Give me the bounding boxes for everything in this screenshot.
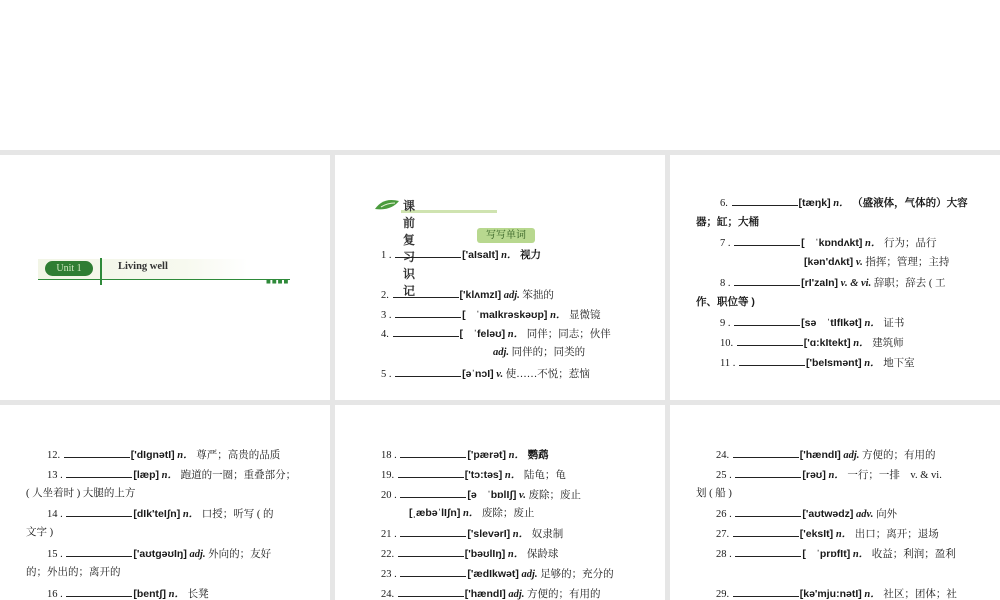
vocab-line — [720, 355, 915, 371]
vocab-line — [47, 447, 280, 463]
vocab-line — [493, 346, 585, 360]
answer-blank[interactable] — [400, 566, 466, 577]
item-number: 16 . — [47, 588, 66, 600]
item-number: 19. — [381, 469, 397, 481]
part-of-speech: n． — [547, 310, 570, 321]
vocab-line — [381, 566, 614, 582]
item-number: 11 . — [720, 358, 738, 369]
meaning: 方便的；有用的 — [862, 450, 936, 461]
phonetic: ['eksIt] — [799, 528, 834, 541]
meaning: 显微镜 — [569, 310, 601, 321]
meaning: 指挥；管理；主持 — [865, 257, 950, 268]
part-of-speech: n． — [159, 469, 181, 481]
answer-blank[interactable] — [735, 467, 801, 478]
part-of-speech: n． — [506, 450, 528, 461]
meaning: 废除；废止 — [481, 508, 535, 520]
vocab-line — [696, 487, 732, 501]
vocab-line — [409, 506, 534, 521]
phonetic: ['ædIkwət] — [467, 567, 519, 580]
top-blank-area — [0, 0, 1000, 150]
part-of-speech: adj. — [505, 588, 528, 600]
vocab-line — [47, 586, 209, 600]
meaning: 向外 — [876, 509, 898, 521]
answer-blank[interactable] — [66, 506, 132, 517]
vocab-line — [720, 195, 968, 211]
item-number: 20 . — [381, 489, 400, 501]
answer-blank[interactable] — [395, 307, 461, 318]
continuation-text: 的；外出的；离开的 — [26, 566, 121, 578]
phonetic: ['slevərI] — [467, 528, 511, 541]
meaning: 废除；废止 — [528, 489, 582, 501]
vocab-line — [716, 526, 939, 542]
part-of-speech: adj. — [840, 450, 863, 461]
answer-blank[interactable] — [735, 506, 801, 517]
part-of-speech: v. — [516, 489, 529, 501]
vocab-line — [47, 546, 271, 562]
decoration-dots: ■■■■ — [266, 277, 290, 286]
part-of-speech: adj. — [493, 347, 510, 358]
vocab-line — [381, 546, 558, 562]
phonetic: [ə ˈbɒlIʃ] — [467, 488, 517, 501]
part-of-speech: n． — [505, 549, 527, 560]
section-tag: 写写单词 — [477, 228, 535, 243]
vocab-line — [716, 447, 936, 463]
item-number: 14 . — [47, 509, 66, 521]
item-number: 9 . — [720, 318, 734, 329]
phonetic: [rəʊ] — [802, 468, 826, 481]
vocab-line — [381, 307, 601, 323]
meaning: 跑道的一圈；重叠部分； — [180, 469, 297, 481]
phonetic: ['hændI] — [799, 449, 841, 461]
answer-blank[interactable] — [734, 315, 800, 326]
part-of-speech: n． — [166, 588, 188, 600]
meaning: 同伴的；同类的 — [509, 347, 586, 358]
vocab-line — [47, 506, 274, 522]
slide-thumbnail-5[interactable] — [335, 405, 665, 600]
part-of-speech: n． — [862, 238, 884, 249]
vocab-line — [26, 566, 121, 580]
answer-blank[interactable] — [393, 326, 459, 337]
meaning: 辞职；辞去 ( 工 — [873, 278, 946, 289]
meaning: 收益；利润；盈利 — [871, 549, 956, 560]
vocab-line — [720, 235, 936, 251]
phonetic: ['aʊtɡəʊIŋ] — [133, 548, 187, 560]
phonetic: [tæŋk] — [798, 197, 831, 209]
item-number: 8 . — [720, 278, 734, 289]
part-of-speech: n． — [850, 549, 872, 560]
vocab-line — [381, 287, 554, 303]
meaning: 鹦鹉 — [527, 449, 549, 461]
answer-blank[interactable] — [398, 586, 464, 597]
meaning: 陆龟；龟 — [523, 469, 566, 481]
meaning: 足够的；充分的 — [540, 568, 614, 580]
item-number: 25 . — [716, 469, 735, 481]
meaning: 笨拙的 — [522, 290, 554, 301]
item-number: 26 . — [716, 509, 735, 521]
item-number: 24. — [716, 450, 732, 461]
phonetic: ['klʌmzI] — [459, 289, 502, 301]
vocab-line — [47, 467, 296, 483]
answer-blank[interactable] — [395, 366, 461, 377]
part-of-speech: adj. — [186, 549, 209, 560]
vocab-line — [716, 506, 897, 522]
meaning: 地下室 — [883, 358, 915, 369]
item-number: 3 . — [381, 310, 395, 321]
continuation-text: 划 ( 船 ) — [696, 487, 732, 499]
phonetic: ['tɔ:təs] — [464, 468, 503, 481]
part-of-speech: n． — [850, 338, 873, 349]
part-of-speech: n． — [861, 318, 884, 329]
part-of-speech: n． — [825, 469, 848, 481]
vocab-line — [381, 467, 566, 483]
answer-blank[interactable] — [398, 467, 464, 478]
part-of-speech: v. & vi. — [838, 278, 874, 289]
meaning: 视力 — [520, 249, 542, 261]
item-number: 28 . — [716, 549, 735, 560]
part-of-speech: n． — [833, 529, 855, 541]
part-of-speech: n． — [505, 329, 527, 340]
unit-title: Living well — [118, 261, 168, 272]
phonetic: ['hændI] — [464, 587, 506, 600]
leaf-icon — [373, 195, 503, 217]
vocab-line — [381, 447, 549, 463]
part-of-speech: v. — [493, 369, 506, 380]
answer-blank[interactable] — [400, 447, 466, 458]
item-number: 23 . — [381, 568, 400, 580]
phonetic: [ ˈfeləʊ] — [459, 328, 506, 340]
vocab-line — [381, 247, 541, 263]
vocab-line — [720, 335, 904, 351]
phonetic: ['beIsmənt] — [806, 357, 862, 369]
meaning: 出口；离开；退场 — [854, 529, 939, 541]
phonetic: [kən'dʌkt] — [804, 256, 854, 268]
meaning: 方便的；有用的 — [527, 588, 601, 600]
phonetic: [sə ˈtIfIkət] — [801, 317, 862, 329]
answer-blank[interactable] — [734, 235, 800, 246]
item-number: 24. — [381, 588, 397, 600]
meaning: 尊严；高贵的品质 — [196, 450, 281, 461]
unit-label: Unit 1 — [45, 261, 93, 276]
item-number: 13 . — [47, 469, 66, 481]
part-of-speech: adj. — [501, 290, 523, 301]
vocab-line — [804, 255, 949, 270]
item-number: 21 . — [381, 529, 400, 541]
answer-blank[interactable] — [393, 287, 459, 298]
part-of-speech: n． — [510, 529, 532, 541]
phonetic: [əˈnɔI] — [462, 368, 494, 380]
phonetic: ['ɑ:kItekt] — [803, 337, 851, 349]
meaning: 同伴；同志；伙伴 — [526, 329, 611, 340]
answer-blank[interactable] — [735, 546, 801, 557]
phonetic: ['aIsaIt] — [462, 249, 499, 261]
vocab-line — [720, 275, 946, 291]
slide-thumbnail-1[interactable] — [0, 155, 330, 400]
meaning: 保龄球 — [526, 549, 559, 560]
item-number: 1 . — [381, 250, 395, 261]
continuation-text: 器；缸；大桶 — [696, 216, 759, 228]
answer-blank[interactable] — [66, 467, 132, 478]
phonetic: ['pærət] — [467, 449, 507, 461]
meaning: 一行；一排 v. & vi. — [847, 469, 942, 481]
vocab-line — [381, 366, 590, 382]
divider — [100, 258, 102, 285]
meaning: 行为；品行 — [883, 238, 937, 249]
part-of-speech: n． — [180, 509, 202, 521]
vocab-line — [696, 215, 759, 230]
vocab-line — [381, 526, 563, 542]
item-number: 4. — [381, 329, 392, 340]
answer-blank[interactable] — [737, 335, 803, 346]
phonetic: [læp] — [133, 468, 160, 481]
answer-blank[interactable] — [733, 447, 799, 458]
meaning: 证书 — [883, 318, 905, 329]
answer-blank[interactable] — [733, 586, 799, 597]
part-of-speech: n． — [498, 250, 521, 261]
part-of-speech: adj. — [518, 568, 541, 580]
meaning: （盛液体，气体的）大容 — [852, 197, 968, 209]
meaning: 奴隶制 — [531, 529, 564, 541]
vocab-line — [381, 487, 581, 503]
answer-blank[interactable] — [395, 247, 461, 258]
meaning: 社区；团体；社 — [883, 588, 957, 600]
vocab-line — [26, 526, 53, 540]
phonetic: [ ˈkɒndʌkt] — [801, 237, 863, 249]
slide-thumbnail-2[interactable] — [335, 155, 665, 400]
meaning: 口授；听写 ( 的 — [201, 509, 274, 521]
item-number: 29. — [716, 588, 732, 600]
meaning: 外向的；友好 — [208, 549, 272, 560]
phonetic: [bentʃ] — [133, 587, 167, 600]
vocab-line — [716, 467, 942, 483]
answer-blank[interactable] — [400, 526, 466, 537]
phonetic: [dIk'teIʃn] — [133, 508, 181, 521]
section-heading-text: 课前复习识记 — [403, 199, 416, 298]
continuation-text: ( 人坐着时 ) 大腿的上方 — [26, 487, 136, 499]
continuation-text: 作、职位等 ) — [696, 296, 755, 308]
vocab-line — [381, 586, 601, 600]
item-number: 5 . — [381, 369, 395, 380]
answer-blank[interactable] — [398, 546, 464, 557]
item-number: 18 . — [381, 450, 400, 461]
part-of-speech: adv. — [853, 509, 877, 521]
answer-blank[interactable] — [733, 526, 799, 537]
answer-blank[interactable] — [66, 586, 132, 597]
vocab-line — [716, 586, 957, 600]
phonetic: ['bəʊlIŋ] — [464, 548, 506, 560]
part-of-speech: n． — [861, 358, 884, 369]
continuation-text: 文字 ) — [26, 527, 54, 539]
item-number: 27. — [716, 529, 732, 541]
vocab-line — [716, 546, 956, 562]
phonetic: ['aʊtwədz] — [802, 508, 854, 521]
slide-thumbnail-3[interactable] — [670, 155, 1000, 400]
phonetic: [ ˈmaIkrəskəʊp] — [462, 309, 548, 321]
vocab-line — [720, 315, 904, 331]
part-of-speech: n． — [460, 508, 482, 520]
answer-blank[interactable] — [66, 546, 132, 557]
meaning: 长凳 — [187, 588, 209, 600]
meaning: 使……不悦；惹恼 — [505, 369, 590, 380]
item-number: 12. — [47, 450, 63, 461]
part-of-speech: n． — [174, 450, 197, 461]
item-number: 7 . — [720, 238, 734, 249]
part-of-speech: v. — [853, 257, 866, 268]
item-number: 6. — [720, 198, 731, 209]
item-number: 15 . — [47, 549, 66, 560]
part-of-speech: n． — [502, 469, 524, 481]
part-of-speech: n． — [830, 198, 853, 209]
item-number: 2. — [381, 290, 392, 301]
answer-blank[interactable] — [400, 487, 466, 498]
answer-blank[interactable] — [734, 275, 800, 286]
phonetic: [rI'zaIn] — [801, 277, 839, 289]
item-number: 22. — [381, 549, 397, 560]
answer-blank[interactable] — [732, 195, 798, 206]
vocab-line — [381, 326, 611, 342]
answer-blank[interactable] — [64, 447, 130, 458]
phonetic: [kə'mju:nətI] — [799, 587, 862, 600]
phonetic: [ˌæbəˈlIʃn] — [409, 507, 461, 520]
divider — [38, 279, 290, 280]
phonetic: [ ˈprɒfIt] — [802, 548, 851, 560]
phonetic: ['dIgnətI] — [130, 449, 175, 461]
vocab-line — [26, 487, 135, 501]
vocab-line — [696, 295, 755, 310]
meaning: 建筑师 — [872, 338, 904, 349]
item-number: 10. — [720, 338, 736, 349]
slide-thumbnail-6[interactable] — [670, 405, 1000, 600]
part-of-speech: n． — [861, 588, 884, 600]
answer-blank[interactable] — [739, 355, 805, 366]
slide-thumbnail-4[interactable] — [0, 405, 330, 600]
